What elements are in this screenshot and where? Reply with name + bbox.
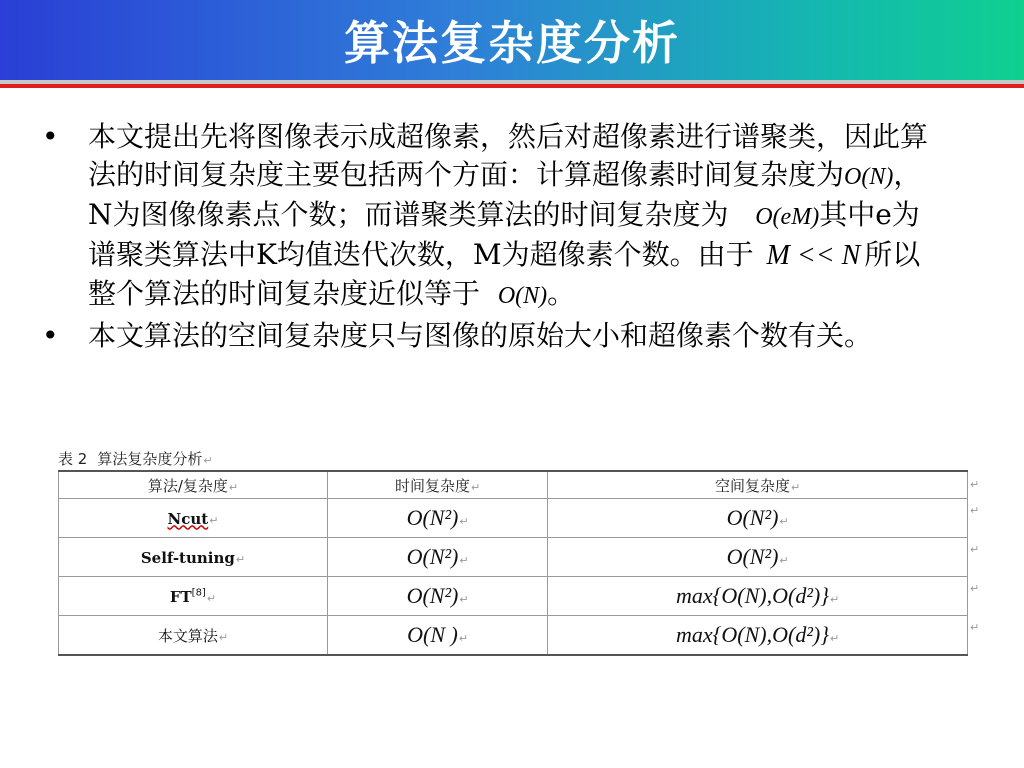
header-time: 时间复杂度↵ (327, 471, 547, 499)
paragraph-mark: ↵ (203, 454, 213, 467)
bullet-1-text-3: 其中e为谱聚类算法中K均值迭代次数，M为超像素个数。由于 (88, 198, 920, 271)
cell-algorithm: Self-tuning↵ (59, 538, 328, 577)
table-row (59, 577, 968, 616)
bullet-time-complexity (40, 118, 940, 315)
cell-space: max{O(N),O(d²)}↵ (548, 577, 968, 616)
table-row (59, 616, 968, 656)
formula-on-final: O(N) (497, 283, 548, 309)
cell-time: O(N²)↵ (327, 577, 547, 616)
table-caption-label: 表 2 (58, 450, 88, 468)
table-caption-title: 算法复杂度分析 (97, 450, 203, 468)
cell-time: O(N )↵ (327, 616, 547, 656)
citation-ref: [8] (191, 587, 206, 599)
cell-space: O(N²)↵ (548, 499, 968, 538)
table-caption (58, 448, 213, 469)
cell-algorithm: FT[8]↵ (59, 577, 328, 616)
title-bar (0, 0, 1024, 80)
formula-oem: O(eM) (755, 204, 820, 230)
bullet-2-text: 本文算法的空间复杂度只与图像的原始大小和超像素个数有关。 (88, 319, 873, 352)
header-space: 空间复杂度↵ (548, 471, 968, 499)
formula-on: O(N) (844, 164, 894, 190)
table-row (59, 538, 968, 577)
paragraph-mark: ↵ (970, 543, 980, 556)
cell-space: max{O(N),O(d²)}↵ (548, 616, 968, 656)
bullet-1-text-2: ，N为图像像素点个数；而谱聚类算法的时间复杂度为 (88, 158, 922, 231)
bullet-dot: • (42, 319, 59, 352)
cell-space: O(N²)↵ (548, 538, 968, 577)
bullet-1-text-1: 本文提出先将图像表示成超像素，然后对超像素进行谱聚类，因此算法的时间复杂度主要包括两个方面：计算超像素时间复杂度为 (88, 120, 929, 191)
table-row (59, 499, 968, 538)
cell-time: O(N²)↵ (327, 538, 547, 577)
header-algorithm: 算法/复杂度↵ (59, 471, 328, 499)
bullet-space-complexity (40, 317, 940, 355)
cell-algorithm: Ncut↵ (59, 499, 328, 538)
slide-title: 算法复杂度分析 (344, 16, 680, 70)
bullet-1-text-5: 。 (547, 277, 576, 310)
cell-algorithm: 本文算法↵ (59, 616, 328, 656)
paragraph-mark: ↵ (970, 582, 980, 595)
formula-m-ll-n: M << N (766, 240, 861, 271)
bullet-dot: • (42, 120, 59, 153)
paragraph-mark: ↵ (970, 478, 980, 491)
table-header-row (59, 471, 968, 499)
paragraph-mark: ↵ (970, 504, 980, 517)
divider-red (0, 84, 1024, 88)
bullet-1-text-4: 所以整个算法的时间复杂度近似等于 (88, 238, 921, 310)
paragraph-mark: ↵ (970, 621, 980, 634)
complexity-table (58, 470, 968, 656)
slide-body (40, 118, 940, 355)
cell-time: O(N²)↵ (327, 499, 547, 538)
